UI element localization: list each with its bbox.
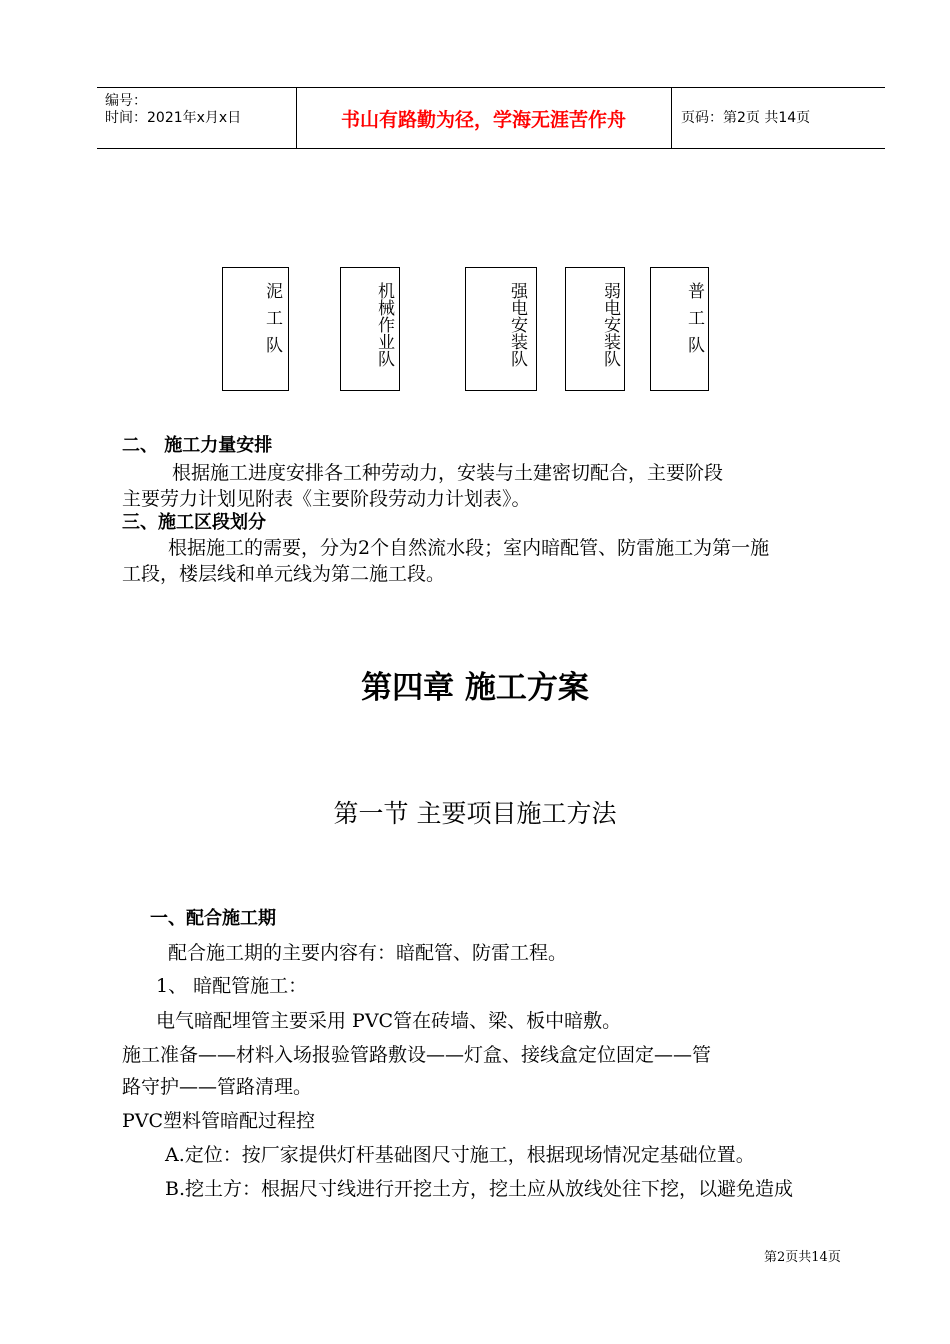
page-header [97, 87, 885, 149]
team-box-machinery [340, 267, 400, 391]
paragraph: 配合施工期的主要内容有：暗配管、防雷工程。 [168, 942, 568, 964]
paragraph: 工段，楼层线和单元线为第二施工段。 [122, 563, 446, 585]
subsection-heading: 一、配合施工期 [150, 908, 276, 929]
paragraph: 路守护——管路清理。 [122, 1076, 313, 1098]
paragraph: PVC塑料管暗配过程控 [122, 1110, 316, 1132]
section-heading: 二、 施工力量安排 [122, 435, 273, 456]
team-box-mason [222, 267, 289, 391]
paragraph: 施工准备——材料入场报验管路敷设——灯盒、接线盒定位固定——管 [122, 1044, 712, 1066]
list-item: 1、 暗配管施工： [156, 975, 308, 997]
team-label: 泥工队 [262, 282, 282, 363]
header-page-number: 页码：第2页 共14页 [681, 110, 811, 126]
chapter-title: 第四章 施工方案 [361, 670, 589, 706]
team-label: 机械作业队 [374, 282, 394, 367]
paragraph: B.挖土方：根据尺寸线进行开挖土方，挖土应从放线处往下挖，以避免造成 [165, 1178, 794, 1200]
section-title: 第一节 主要项目施工方法 [333, 799, 617, 828]
team-label: 普工队 [684, 282, 704, 363]
team-label: 弱电安装队 [600, 282, 620, 367]
header-motto: 书山有路勤为径，学海无涯苦作舟 [340, 109, 626, 131]
paragraph: 根据施工进度安排各工种劳动力，安装与土建密切配合，主要阶段 [172, 462, 724, 484]
footer-page-number: 第2页共14页 [764, 1250, 841, 1265]
team-label: 强电安装队 [507, 282, 527, 367]
section-heading: 三、施工区段划分 [122, 512, 266, 533]
paragraph: A.定位：按厂家提供灯杆基础图尺寸施工，根据现场情况定基础位置。 [165, 1144, 755, 1166]
doc-number-label: 编号： [105, 93, 147, 109]
doc-time: 时间：2021年x月x日 [105, 110, 242, 126]
paragraph: 根据施工的需要，分为2个自然流水段；室内暗配管、防雷施工为第一施 [168, 537, 770, 559]
paragraph: 电气暗配埋管主要采用 PVC管在砖墙、梁、板中暗敷。 [156, 1010, 622, 1032]
team-box-low-voltage [565, 267, 625, 391]
header-divider [671, 88, 672, 148]
paragraph: 主要劳力计划见附表《主要阶段劳动力计划表》。 [122, 488, 531, 510]
team-box-general [650, 267, 709, 391]
team-box-high-voltage [465, 267, 537, 391]
